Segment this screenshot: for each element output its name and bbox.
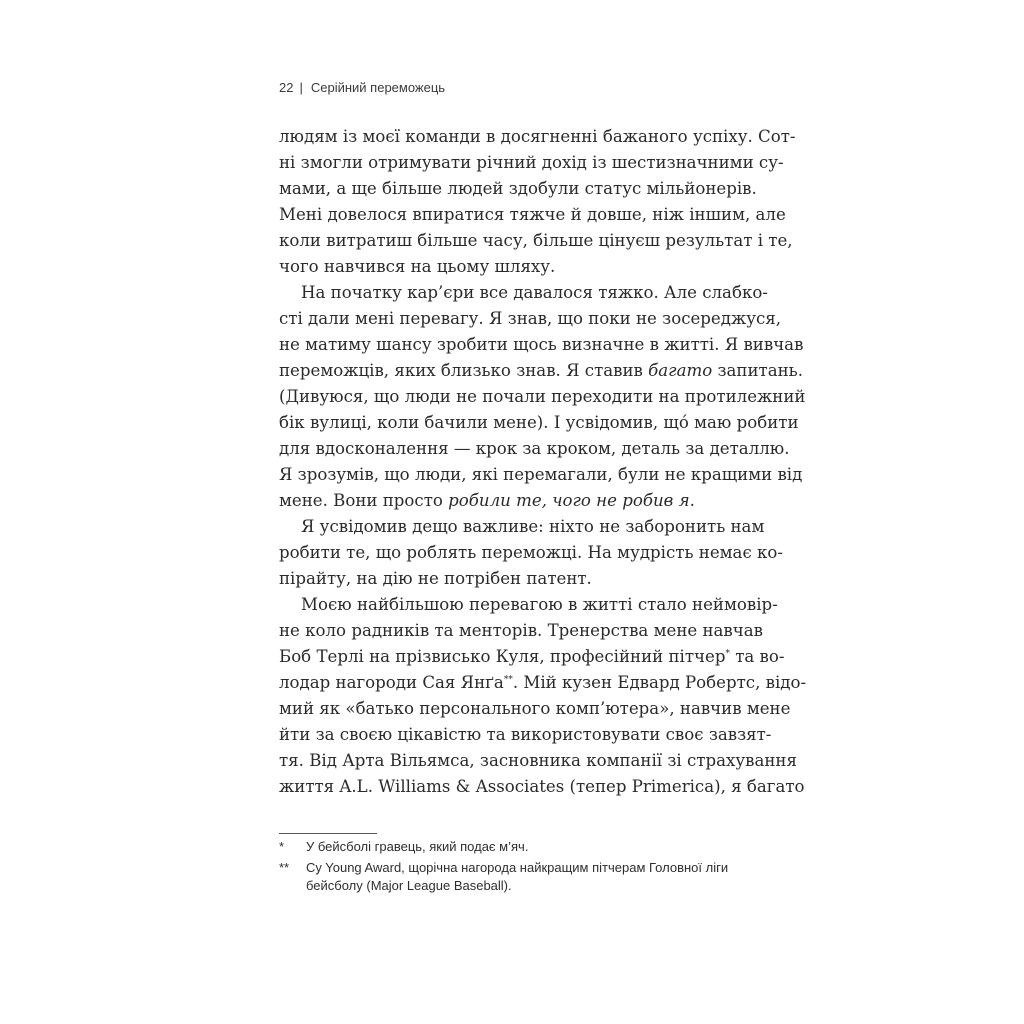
text-line: пірайту, на дію не потрібен патент. [279, 569, 592, 588]
text-line: сті дали мені перевагу. Я знав, що поки не зосереджуся, [279, 309, 782, 328]
emphasis-text: багато [648, 361, 713, 380]
text-line: тя. Від Арта Вільямса, засновника компанії зі страхування [279, 751, 797, 770]
footnote-mark: * [279, 839, 285, 854]
text-line: чого навчився на цьому шляху. [279, 257, 556, 276]
text-line: Моєю найбільшою перевагою в житті стало неймовір- [301, 595, 778, 614]
emphasis-text: робили те, чого не робив я [448, 491, 690, 510]
text-run: Боб Терлі на прізвисько Куля, професійний пітчер [279, 647, 726, 666]
text-line: для вдосконалення — крок за кроком, деталь за деталлю. [279, 439, 790, 458]
text-line [279, 644, 785, 670]
text-line: людям із моєї команди в досягненні бажаного успіху. Сот- [279, 127, 796, 146]
text-run: . [689, 491, 695, 510]
text-run: запитань. [712, 361, 803, 380]
page-number: 22 [279, 80, 294, 95]
footnote-text: Cy Young Award, щорічна нагорода найкращим пітчерам Головної ліги бейсболу (Major League Baseball). [306, 860, 729, 893]
footnote-text: У бейсболі гравець, який подає м’яч. [306, 839, 529, 854]
text-line: життя A.L. Williams & Associates (тепер Primerica), я багато [279, 777, 805, 796]
text-run: переможців, яких близько знав. Я ставив [279, 361, 649, 380]
footnote-mark: ** [279, 860, 290, 875]
text-run: мене. Вони просто [279, 491, 449, 510]
text-line: не матиму шансу зробити щось визначне в житті. Я вивчав [279, 335, 804, 354]
text-line: (Дивуюся, що люди не почали переходити на протилежний [279, 387, 806, 406]
running-header [279, 80, 445, 95]
text-line: мий як «батько персонального комп’ютера», навчив мене [279, 699, 791, 718]
text-line: йти за своєю цікавістю та використовувати своє завзят- [279, 725, 772, 744]
header-separator: | [299, 80, 303, 95]
footnote-ref: * [725, 649, 730, 659]
text-line: робити те, що роблять переможці. На мудрість немає ко- [279, 543, 783, 562]
footnote-divider [279, 833, 377, 834]
footnote [279, 838, 756, 856]
text-line: коли витратиш більше часу, більше цінуєш результат і те, [279, 231, 793, 250]
footnote [279, 859, 756, 895]
body-text [279, 124, 807, 800]
text-line: бік вулиці, коли бачили мене). І усвідомив, що́ маю робити [279, 413, 799, 432]
text-run: та во- [729, 647, 785, 666]
text-line: Мені довелося впиратися тяжче й довше, ніж іншим, але [279, 205, 786, 224]
text-line: Я зрозумів, що люди, які перемагали, були не кращими від [279, 465, 803, 484]
footnote-ref: ** [503, 675, 513, 685]
text-line: На початку кар’єри все давалося тяжко. Але слабко- [301, 283, 768, 302]
text-run: . Мій кузен Едвард Робертс, відо- [512, 673, 807, 692]
footnotes [279, 838, 756, 895]
text-line [279, 670, 807, 696]
text-line: ні змогли отримувати річний дохід із шестизначними су- [279, 153, 784, 172]
book-title: Серійний переможець [310, 80, 446, 95]
text-run: лодар нагороди Сая Янґа [279, 673, 504, 692]
text-line [279, 488, 756, 514]
text-line: мами, а ще більше людей здобули статус мільйонерів. [279, 179, 757, 198]
text-line: Я усвідомив дещо важливе: ніхто не заборонить нам [301, 517, 765, 536]
text-line [279, 358, 803, 384]
text-line: не коло радників та менторів. Тренерства мене навчав [279, 621, 763, 640]
